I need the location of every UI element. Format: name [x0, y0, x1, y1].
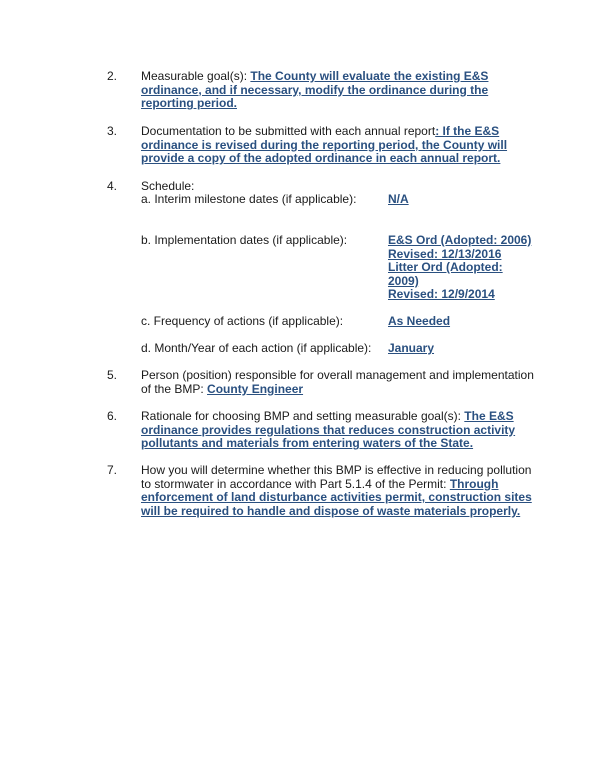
item-number: 6. — [107, 409, 118, 423]
schedule-interim-answer: N/A — [388, 192, 409, 206]
item-documentation — [107, 125, 537, 166]
item-label: Measurable goal(s): — [141, 69, 251, 83]
item-number: 4. — [107, 179, 118, 193]
item-number: 2. — [107, 69, 118, 83]
schedule-implementation-answer: E&S Ord (Adopted: 2006) Revised: 12/13/2016 Litter Ord (Adopted: 2009) Revised: 12/9/2014 — [388, 233, 532, 302]
schedule-implementation-label: b. Implementation dates (if applicable): — [141, 233, 348, 247]
schedule-month-year-label: d. Month/Year of each action (if applicable): — [141, 341, 372, 355]
item-label: Schedule: — [141, 179, 195, 193]
item-answer: The E&S ordinance provides regulations that reduces construction activity pollutants and materials from entering waters of the State. — [141, 409, 516, 451]
item-label: Rationale for choosing BMP and setting measurable goal(s): — [141, 409, 465, 423]
schedule-frequency-answer: As Needed — [388, 314, 451, 328]
item-answer: : If the E&S ordinance is revised during the reporting period, the County will provide a copy of the adopted ordinance in each annual report. — [141, 124, 508, 166]
schedule-month-year-answer: January — [388, 341, 435, 355]
item-responsible-person — [107, 369, 537, 396]
item-answer: The County will evaluate the existing E&S ordinance, and if necessary, modify the ordinance during the reporting period. — [141, 69, 489, 111]
item-label: Documentation to be submitted with each annual report — [141, 124, 436, 138]
item-rationale — [107, 410, 537, 451]
item-label: Person (position) responsible for overall management and implementation of the BMP: — [141, 368, 534, 396]
schedule-frequency-label: c. Frequency of actions (if applicable): — [141, 314, 344, 328]
item-number: 3. — [107, 124, 118, 138]
schedule-interim-label: a. Interim milestone dates (if applicable): — [141, 192, 357, 206]
item-number: 7. — [107, 463, 118, 477]
item-effectiveness — [107, 464, 537, 518]
item-answer: County Engineer — [207, 381, 304, 396]
item-measurable-goals — [107, 70, 537, 111]
item-answer: Through enforcement of land disturbance activities permit, construction sites will be required to handle and dispose of waste materials properly. — [141, 476, 532, 518]
item-label: How you will determine whether this BMP is effective in reducing pollution to stormwater in accordance with Part 5.1.4 of the Permit: — [141, 463, 532, 491]
item-number: 5. — [107, 368, 118, 382]
